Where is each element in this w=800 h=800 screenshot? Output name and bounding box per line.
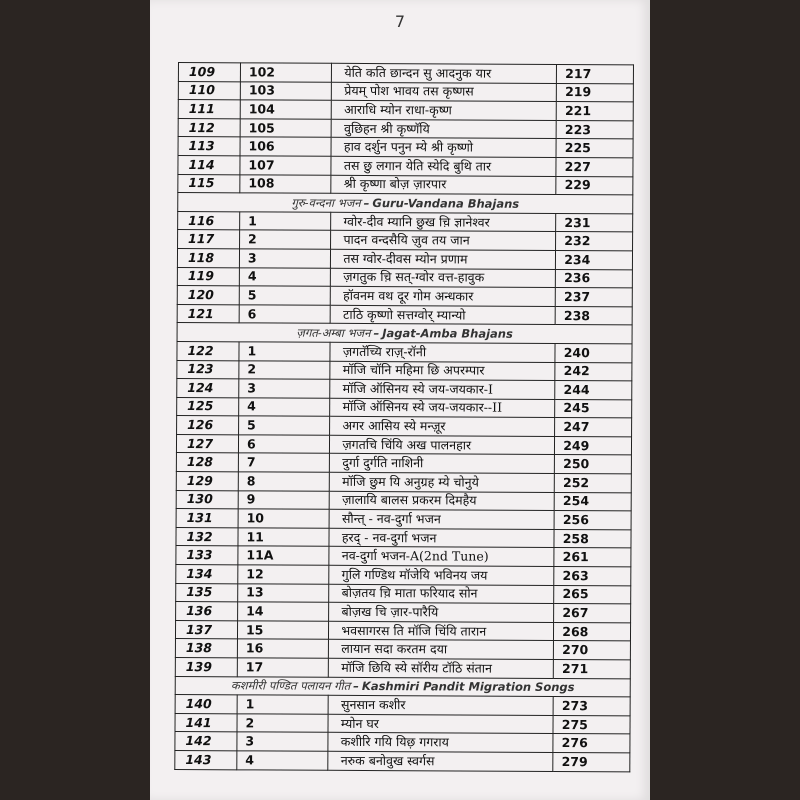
book-page <box>150 0 650 800</box>
song-title-cell: प्रेयम् पोश भावय तस कृष्णस <box>332 82 557 102</box>
page-number-cell: 252 <box>555 474 632 493</box>
page-number-cell: 254 <box>554 492 631 511</box>
table-row <box>176 434 631 455</box>
serial-number-cell: 136 <box>176 602 238 621</box>
page-number: 7 <box>394 12 406 31</box>
item-number-cell: 16 <box>237 639 329 658</box>
table-row <box>177 286 632 307</box>
section-separator: – <box>373 326 380 341</box>
song-title-cell: लायान सदा करतम दया <box>329 640 554 660</box>
serial-number-cell: 135 <box>176 583 238 602</box>
serial-number-cell: 110 <box>178 81 240 100</box>
serial-number-cell: 142 <box>175 732 237 751</box>
serial-number-cell: 140 <box>175 695 237 714</box>
song-title-cell: म्योन घर <box>328 714 553 734</box>
serial-number-cell: 109 <box>178 63 240 82</box>
table-row <box>177 397 632 418</box>
table-row <box>176 583 631 604</box>
item-number-cell: 108 <box>240 174 332 193</box>
song-title-cell: बोज़तय च़ि माता फरियाद सोन <box>329 584 554 604</box>
item-number-cell: 6 <box>238 435 330 454</box>
song-title-cell: कशीरि गयि यिछ़ गगराय <box>328 733 553 753</box>
table-row <box>178 211 633 232</box>
section-title-english: Kashmiri Pandit Migration Songs <box>361 679 575 695</box>
item-number-cell: 7 <box>238 453 330 472</box>
section-title-hindi: ज़गत-अम्बा भजन <box>296 325 371 341</box>
section-header <box>177 323 632 344</box>
table-row <box>175 639 630 660</box>
song-title-cell: ग्वोर-दीव म्यानि छुख च़ि ज्ञानेश्वर <box>331 212 556 232</box>
table-row <box>178 174 633 195</box>
table-row <box>177 416 632 437</box>
page-number-cell: 268 <box>554 622 631 641</box>
page-number-cell: 275 <box>553 715 630 734</box>
page-number-cell: 227 <box>556 157 633 176</box>
serial-number-cell: 113 <box>178 137 240 156</box>
page-number-cell: 225 <box>556 139 633 158</box>
table-row <box>178 100 633 121</box>
serial-number-cell: 134 <box>176 565 238 584</box>
table-row <box>176 527 631 548</box>
song-title-cell: मॉजि छुम यि अनुग्रह म्ये चोनुये <box>330 472 555 492</box>
item-number-cell: 17 <box>237 658 329 677</box>
table-row <box>176 546 631 567</box>
serial-number-cell: 128 <box>176 453 238 472</box>
serial-number-cell: 117 <box>178 230 240 249</box>
table-row <box>176 490 631 511</box>
serial-number-cell: 143 <box>175 750 237 769</box>
song-title-cell: मॉजि छियि स्ये सॉरीय टॉठि संतान <box>329 658 554 678</box>
item-number-cell: 1 <box>239 342 331 361</box>
table-row <box>178 230 633 251</box>
item-number-cell: 6 <box>239 305 331 324</box>
page-number-cell: 273 <box>553 697 630 716</box>
song-title-cell: ज़गतॅच्यि राज़्-रॉनी <box>330 342 555 362</box>
song-title-cell: नव-दुर्गा भजन-A(2nd Tune) <box>329 547 554 567</box>
table-row <box>176 602 631 623</box>
song-title-cell: ज़ालायि बालस प्रकरम दिमहैय <box>330 491 555 511</box>
section-title-english: Jagat-Amba Bhajans <box>382 326 513 341</box>
page-number-cell: 245 <box>555 399 632 418</box>
page-number-cell: 223 <box>556 120 633 139</box>
item-number-cell: 106 <box>240 137 332 156</box>
page-number-cell: 256 <box>554 511 631 530</box>
page-number-cell: 247 <box>555 418 632 437</box>
serial-number-cell: 141 <box>175 713 237 732</box>
page-number-cell: 279 <box>553 752 630 771</box>
section-title-hindi: कशमीरी पण्डित पलायन गीत <box>230 678 351 694</box>
song-title-cell: श्री कृष्णा बोज़ ज़ारपार <box>331 175 556 195</box>
song-title-cell: आराधि म्योन राधा-कृष्ण <box>332 100 557 120</box>
item-number-cell: 13 <box>238 583 330 602</box>
item-number-cell: 107 <box>240 156 332 175</box>
song-title-cell: अगर आसिय स्ये मन्ज़ूर <box>330 417 555 437</box>
section-title <box>177 323 632 344</box>
page-number-cell: 234 <box>556 250 633 269</box>
serial-number-cell: 130 <box>176 490 238 509</box>
item-number-cell: 1 <box>240 212 332 231</box>
table-row <box>176 472 631 493</box>
section-separator: – <box>353 679 359 694</box>
page-number-cell: 238 <box>555 306 632 325</box>
serial-number-cell: 126 <box>177 416 239 435</box>
song-title-cell: हाव दर्शुन पनुन म्ये श्री कृष्णो <box>331 138 556 158</box>
song-title-cell: मॉजि चॉनि महिमा छि अपरम्पार <box>330 361 555 381</box>
table-row <box>178 118 633 139</box>
item-number-cell: 2 <box>239 360 331 379</box>
page-number-cell: 249 <box>555 436 632 455</box>
song-title-cell: हॉवनम वथ दूर गोम अन्धकार <box>331 286 556 306</box>
serial-number-cell: 138 <box>175 639 237 658</box>
item-number-cell: 11A <box>238 546 330 565</box>
page-number-cell: 217 <box>557 64 634 83</box>
page-number-cell: 242 <box>555 362 632 381</box>
item-number-cell: 14 <box>238 602 330 621</box>
song-title-cell: वुछिहन श्री कृष्णॅयि <box>331 119 556 139</box>
serial-number-cell: 114 <box>178 155 240 174</box>
item-number-cell: 4 <box>239 398 331 417</box>
serial-number-cell: 139 <box>175 657 237 676</box>
page-number-cell: 219 <box>557 83 634 102</box>
table-row <box>177 360 632 381</box>
page-number-cell: 267 <box>554 604 631 623</box>
page-number-cell: 231 <box>556 213 633 232</box>
page-number-cell: 258 <box>554 529 631 548</box>
song-title-cell: नरुक बनोवुख स्वर्गस <box>328 751 553 771</box>
page-number-cell: 244 <box>555 381 632 400</box>
table-row <box>177 248 632 269</box>
serial-number-cell: 127 <box>176 434 238 453</box>
song-title-cell: तस ग्वोर-दीवस म्योन प्रणाम <box>331 249 556 269</box>
item-number-cell: 5 <box>239 416 331 435</box>
table-row <box>177 267 632 288</box>
item-number-cell: 12 <box>238 565 330 584</box>
table-row <box>175 657 630 678</box>
table-row <box>176 453 631 474</box>
serial-number-cell: 111 <box>178 100 240 119</box>
table-row <box>177 341 632 362</box>
serial-number-cell: 120 <box>177 286 239 305</box>
item-number-cell: 104 <box>240 100 332 119</box>
song-title-cell: गुलि गण्डिथ मॉजेयि भविनय जय <box>329 565 554 585</box>
section-separator: – <box>363 195 370 210</box>
song-title-cell: मॉजि ऑसिनय स्ये जय-जयकार--II <box>330 398 555 418</box>
table-row <box>175 750 630 771</box>
serial-number-cell: 121 <box>177 304 239 323</box>
table-row <box>178 63 633 84</box>
serial-number-cell: 124 <box>177 379 239 398</box>
song-title-cell: टाठि कृष्णो सत्तग्वोर् म्यान्यो <box>331 305 556 325</box>
item-number-cell: 8 <box>238 472 330 491</box>
table-row <box>178 81 633 102</box>
section-title <box>178 193 633 214</box>
item-number-cell: 11 <box>238 528 330 547</box>
song-title-cell: सुनसान कशीर <box>328 695 553 715</box>
table-row <box>175 732 630 753</box>
serial-number-cell: 131 <box>176 509 238 528</box>
serial-number-cell: 133 <box>176 546 238 565</box>
page-number-cell: 240 <box>555 343 632 362</box>
page-number-cell: 265 <box>554 585 631 604</box>
page-number-cell: 271 <box>554 659 631 678</box>
item-number-cell: 3 <box>239 379 331 398</box>
song-title-cell: पादन वन्दसैयि ज़ुव तय जान <box>331 231 556 251</box>
table-row <box>177 304 632 325</box>
song-title-cell: हरद् - नव-दुर्गा भजन <box>329 528 554 548</box>
song-title-cell: सौन्त् - नव-दुर्गा भजन <box>329 510 554 530</box>
serial-number-cell: 129 <box>176 472 238 491</box>
serial-number-cell: 125 <box>177 397 239 416</box>
page-number-cell: 237 <box>555 288 632 307</box>
page-number-cell: 276 <box>553 734 630 753</box>
section-header <box>178 193 633 214</box>
song-title-cell: भवसागरस ति मॉजि चिंयि तारान <box>329 621 554 641</box>
page-number-cell: 261 <box>554 548 631 567</box>
song-title-cell: बोज़ख चि ज़ार-पारैयि <box>329 603 554 623</box>
table-row <box>176 565 631 586</box>
serial-number-cell: 123 <box>177 360 239 379</box>
item-number-cell: 2 <box>240 230 332 249</box>
serial-number-cell: 112 <box>178 118 240 137</box>
item-number-cell: 2 <box>237 714 329 733</box>
item-number-cell: 3 <box>239 249 331 268</box>
serial-number-cell: 132 <box>176 527 238 546</box>
page-number-cell: 270 <box>554 641 631 660</box>
section-header <box>175 676 630 697</box>
page-number-cell: 236 <box>556 269 633 288</box>
section-title-english: Guru-Vandana Bhajans <box>372 195 520 211</box>
item-number-cell: 3 <box>237 732 329 751</box>
item-number-cell: 103 <box>240 81 332 100</box>
serial-number-cell: 137 <box>175 620 237 639</box>
item-number-cell: 5 <box>239 286 331 305</box>
song-title-cell: ज़गतचि चिंयि अख पालनहार <box>330 435 555 455</box>
song-title-cell: येति कति छान्दन सु आदनुक यार <box>332 63 557 83</box>
page-number-cell: 229 <box>556 176 633 195</box>
table-row <box>176 509 631 530</box>
item-number-cell: 10 <box>238 509 330 528</box>
table-row <box>177 379 632 400</box>
item-number-cell: 105 <box>240 119 332 138</box>
serial-number-cell: 116 <box>178 211 240 230</box>
item-number-cell: 15 <box>237 621 329 640</box>
table-row <box>178 137 633 158</box>
table-row <box>175 713 630 734</box>
serial-number-cell: 122 <box>177 341 239 360</box>
item-number-cell: 9 <box>238 490 330 509</box>
item-number-cell: 1 <box>237 695 329 714</box>
page-number-cell: 263 <box>554 567 631 586</box>
table-row <box>175 620 630 641</box>
song-title-cell: मॉजि ऑसिनय स्ये जय-जयकार-I <box>330 379 555 399</box>
serial-number-cell: 118 <box>177 248 239 267</box>
contents-table <box>174 62 634 772</box>
item-number-cell: 102 <box>240 63 332 82</box>
table-row <box>178 155 633 176</box>
song-title-cell: तस छु लगान येति स्येदि बुथि तार <box>331 156 556 176</box>
item-number-cell: 4 <box>239 267 331 286</box>
section-title-hindi: गुरु-वन्दना भजन <box>291 195 361 210</box>
serial-number-cell: 115 <box>178 174 240 193</box>
item-number-cell: 4 <box>237 751 329 770</box>
section-title <box>175 676 630 697</box>
page-number-cell: 250 <box>555 455 632 474</box>
song-title-cell: दुर्गा दुर्गति नाशिनी <box>330 454 555 474</box>
page-number-cell: 221 <box>556 102 633 121</box>
serial-number-cell: 119 <box>177 267 239 286</box>
page-number-cell: 232 <box>556 232 633 251</box>
table-row <box>175 695 630 716</box>
song-title-cell: ज़गतुक च़ि सत्-ग्वोर वत्त-हावुक <box>331 268 556 288</box>
